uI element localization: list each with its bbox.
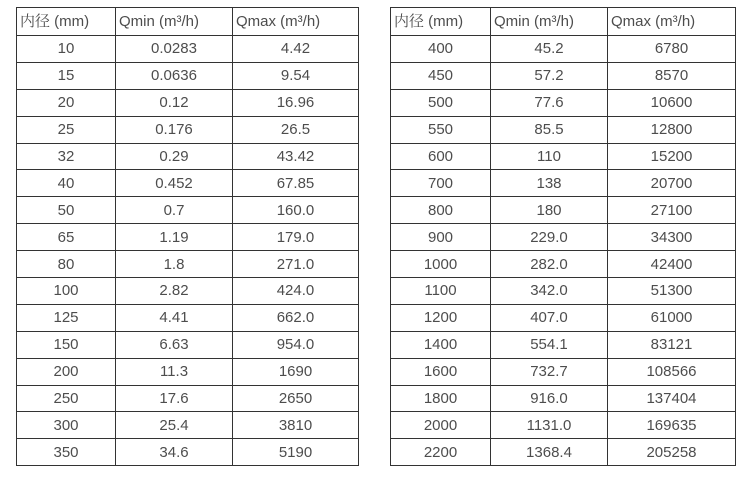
table-cell: 2200 bbox=[391, 439, 491, 466]
table-cell: 1800 bbox=[391, 385, 491, 412]
table-cell: 16.96 bbox=[233, 89, 359, 116]
table-cell: 169635 bbox=[608, 412, 736, 439]
table-cell: 12800 bbox=[608, 116, 736, 143]
table-cell: 1368.4 bbox=[491, 439, 608, 466]
table-row bbox=[17, 116, 359, 143]
table-cell: 1.19 bbox=[116, 224, 233, 251]
table-row bbox=[391, 251, 736, 278]
table-cell: 80 bbox=[17, 251, 116, 278]
table-cell: 205258 bbox=[608, 439, 736, 466]
table-cell: 50 bbox=[17, 197, 116, 224]
table-cell: 160.0 bbox=[233, 197, 359, 224]
table-row bbox=[17, 331, 359, 358]
table-cell: 0.7 bbox=[116, 197, 233, 224]
table-cell: 229.0 bbox=[491, 224, 608, 251]
table-cell: 61000 bbox=[608, 304, 736, 331]
flow-table-small-diameters bbox=[16, 7, 359, 466]
header-row bbox=[17, 8, 359, 36]
header-row bbox=[391, 8, 736, 36]
table-row bbox=[391, 62, 736, 89]
table-cell: 125 bbox=[17, 304, 116, 331]
table-cell: 67.85 bbox=[233, 170, 359, 197]
table-row bbox=[17, 439, 359, 466]
table-cell: 57.2 bbox=[491, 62, 608, 89]
table-cell: 17.6 bbox=[116, 385, 233, 412]
table-cell: 20 bbox=[17, 89, 116, 116]
table-row bbox=[17, 412, 359, 439]
table-row bbox=[17, 89, 359, 116]
table-cell: 916.0 bbox=[491, 385, 608, 412]
table-cell: 662.0 bbox=[233, 304, 359, 331]
table-cell: 2000 bbox=[391, 412, 491, 439]
table-cell: 6780 bbox=[608, 36, 736, 63]
table-cell: 40 bbox=[17, 170, 116, 197]
table-cell: 15200 bbox=[608, 143, 736, 170]
table-header bbox=[391, 8, 736, 36]
column-header: Qmin (m³/h) bbox=[491, 8, 608, 36]
table-row bbox=[391, 224, 736, 251]
table-cell: 110 bbox=[491, 143, 608, 170]
table-cell: 27100 bbox=[608, 197, 736, 224]
table-row bbox=[17, 304, 359, 331]
table-cell: 0.0636 bbox=[116, 62, 233, 89]
table-row bbox=[17, 143, 359, 170]
table-cell: 424.0 bbox=[233, 278, 359, 305]
table-cell: 0.452 bbox=[116, 170, 233, 197]
table-cell: 25 bbox=[17, 116, 116, 143]
table-cell: 150 bbox=[17, 331, 116, 358]
table-cell: 1131.0 bbox=[491, 412, 608, 439]
table-cell: 300 bbox=[17, 412, 116, 439]
table-row bbox=[17, 170, 359, 197]
table-cell: 700 bbox=[391, 170, 491, 197]
table-cell: 5190 bbox=[233, 439, 359, 466]
table-cell: 1600 bbox=[391, 358, 491, 385]
table-cell: 900 bbox=[391, 224, 491, 251]
table-cell: 400 bbox=[391, 36, 491, 63]
table-row bbox=[391, 116, 736, 143]
table-cell: 83121 bbox=[608, 331, 736, 358]
table-row bbox=[391, 385, 736, 412]
table-cell: 65 bbox=[17, 224, 116, 251]
table-row bbox=[391, 358, 736, 385]
table-cell: 954.0 bbox=[233, 331, 359, 358]
table-row bbox=[17, 62, 359, 89]
table-row bbox=[391, 439, 736, 466]
table-body bbox=[391, 36, 736, 466]
table-cell: 350 bbox=[17, 439, 116, 466]
table-cell: 1690 bbox=[233, 358, 359, 385]
table-cell: 100 bbox=[17, 278, 116, 305]
table-cell: 342.0 bbox=[491, 278, 608, 305]
table-cell: 0.0283 bbox=[116, 36, 233, 63]
table-cell: 1000 bbox=[391, 251, 491, 278]
table-cell: 85.5 bbox=[491, 116, 608, 143]
table-cell: 4.41 bbox=[116, 304, 233, 331]
table-cell: 137404 bbox=[608, 385, 736, 412]
table-cell: 250 bbox=[17, 385, 116, 412]
table-row bbox=[391, 170, 736, 197]
table-cell: 550 bbox=[391, 116, 491, 143]
table-cell: 732.7 bbox=[491, 358, 608, 385]
table-header bbox=[17, 8, 359, 36]
table-cell: 600 bbox=[391, 143, 491, 170]
table-row bbox=[391, 304, 736, 331]
table-cell: 32 bbox=[17, 143, 116, 170]
table-cell: 77.6 bbox=[491, 89, 608, 116]
table-cell: 25.4 bbox=[116, 412, 233, 439]
table-cell: 26.5 bbox=[233, 116, 359, 143]
table-cell: 34.6 bbox=[116, 439, 233, 466]
table-cell: 1.8 bbox=[116, 251, 233, 278]
table-cell: 6.63 bbox=[116, 331, 233, 358]
table-cell: 9.54 bbox=[233, 62, 359, 89]
table-cell: 450 bbox=[391, 62, 491, 89]
table-row bbox=[391, 143, 736, 170]
table-cell: 45.2 bbox=[491, 36, 608, 63]
table-cell: 282.0 bbox=[491, 251, 608, 278]
table-cell: 500 bbox=[391, 89, 491, 116]
table-cell: 2.82 bbox=[116, 278, 233, 305]
table-row bbox=[17, 278, 359, 305]
table-cell: 2650 bbox=[233, 385, 359, 412]
table-row bbox=[17, 36, 359, 63]
table-cell: 43.42 bbox=[233, 143, 359, 170]
table-cell: 0.176 bbox=[116, 116, 233, 143]
table-cell: 1400 bbox=[391, 331, 491, 358]
table-body bbox=[17, 36, 359, 466]
table-cell: 138 bbox=[491, 170, 608, 197]
table-row bbox=[391, 89, 736, 116]
table-row bbox=[17, 224, 359, 251]
column-header: 内径 (mm) bbox=[391, 8, 491, 36]
table-cell: 8570 bbox=[608, 62, 736, 89]
table-cell: 800 bbox=[391, 197, 491, 224]
table-row bbox=[17, 251, 359, 278]
flow-table-large-diameters bbox=[390, 7, 736, 466]
table-cell: 42400 bbox=[608, 251, 736, 278]
table-row bbox=[391, 36, 736, 63]
table-cell: 554.1 bbox=[491, 331, 608, 358]
table-row bbox=[391, 412, 736, 439]
column-header: Qmax (m³/h) bbox=[233, 8, 359, 36]
column-header: 内径 (mm) bbox=[17, 8, 116, 36]
table-cell: 51300 bbox=[608, 278, 736, 305]
table-cell: 180 bbox=[491, 197, 608, 224]
table-row bbox=[391, 331, 736, 358]
table-cell: 0.12 bbox=[116, 89, 233, 116]
table-cell: 1100 bbox=[391, 278, 491, 305]
table-cell: 10600 bbox=[608, 89, 736, 116]
table-cell: 0.29 bbox=[116, 143, 233, 170]
table-row bbox=[17, 197, 359, 224]
table-row bbox=[391, 197, 736, 224]
table-cell: 20700 bbox=[608, 170, 736, 197]
table-cell: 15 bbox=[17, 62, 116, 89]
table-cell: 271.0 bbox=[233, 251, 359, 278]
table-cell: 11.3 bbox=[116, 358, 233, 385]
table-cell: 3810 bbox=[233, 412, 359, 439]
table-cell: 10 bbox=[17, 36, 116, 63]
table-cell: 407.0 bbox=[491, 304, 608, 331]
table-cell: 34300 bbox=[608, 224, 736, 251]
table-cell: 4.42 bbox=[233, 36, 359, 63]
table-row bbox=[17, 358, 359, 385]
column-header: Qmax (m³/h) bbox=[608, 8, 736, 36]
table-cell: 179.0 bbox=[233, 224, 359, 251]
table-row bbox=[391, 278, 736, 305]
table-cell: 1200 bbox=[391, 304, 491, 331]
table-cell: 108566 bbox=[608, 358, 736, 385]
table-row bbox=[17, 385, 359, 412]
column-header: Qmin (m³/h) bbox=[116, 8, 233, 36]
table-cell: 200 bbox=[17, 358, 116, 385]
